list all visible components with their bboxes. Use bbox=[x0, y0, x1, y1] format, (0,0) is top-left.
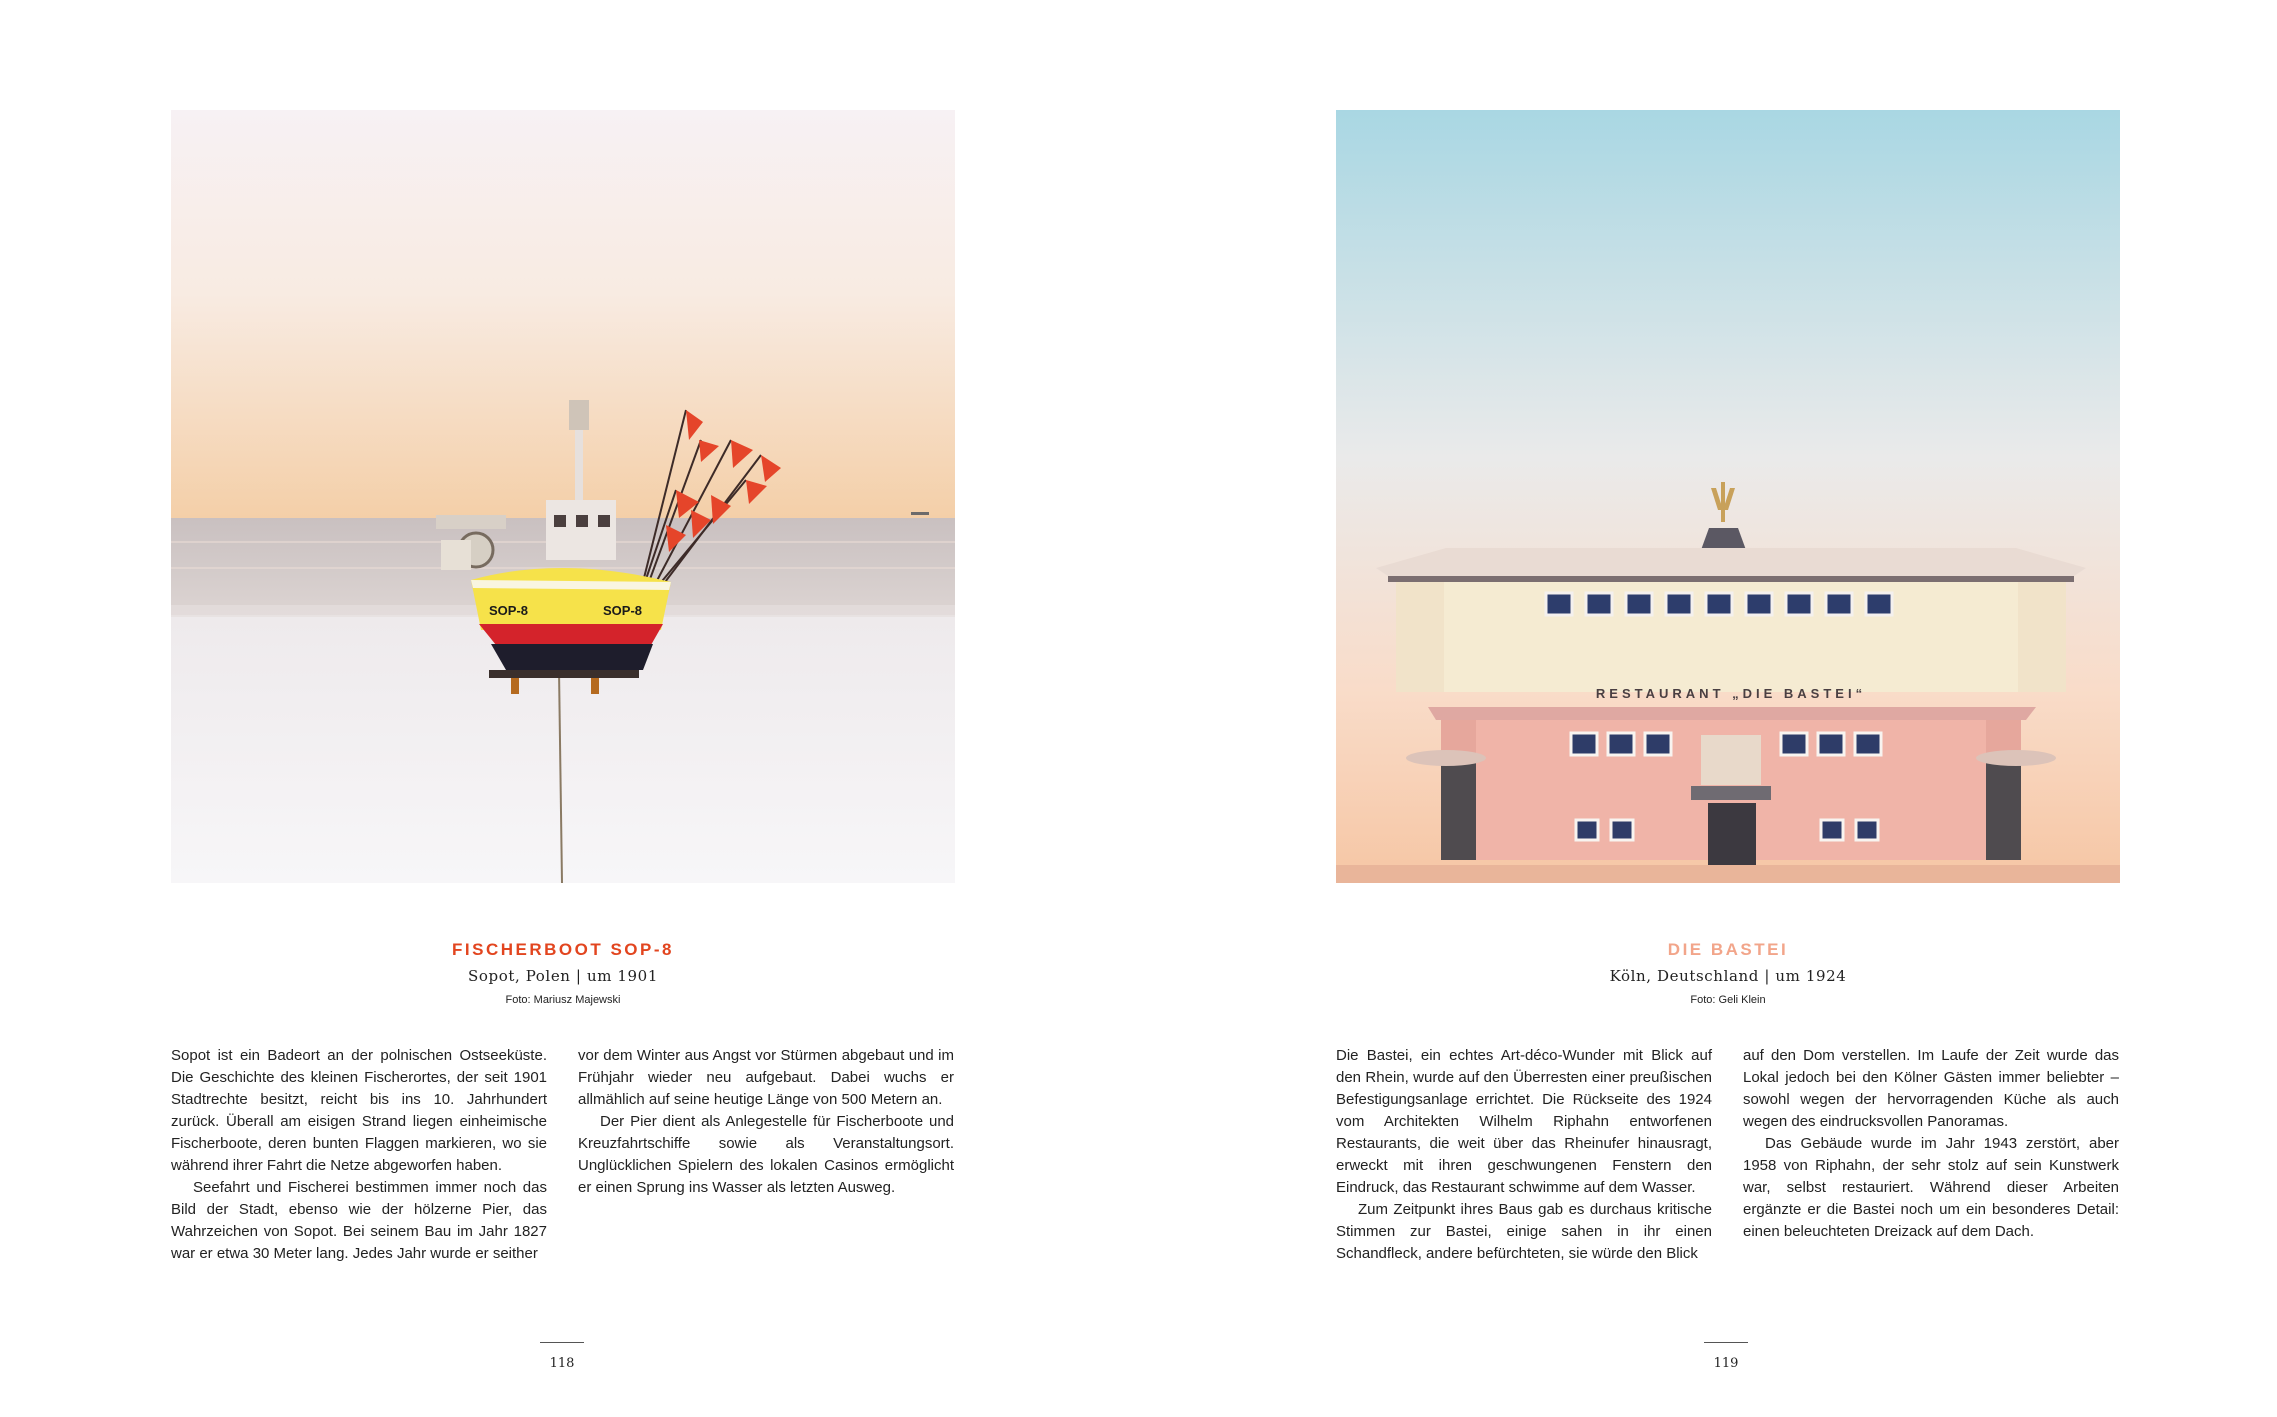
page-number: 119 bbox=[1713, 1356, 1739, 1371]
article-title: FISCHERBOOT SOP-8 bbox=[452, 940, 674, 959]
location-date: Köln, Deutschland | um 1924 bbox=[1609, 967, 1847, 985]
left-caption bbox=[171, 940, 955, 1006]
svg-text:SOP-8: SOP-8 bbox=[603, 603, 643, 618]
paragraph-continued: auf den Dom verstellen. Im Laufe der Zeit wurde das Lokal jedoch bei den Kölner Gästen immer beliebter – sowohl wegen der hervorragenden Küche als auch wegen des eindrucksvollen Panoramas. bbox=[1743, 1047, 2119, 1130]
folio-rule bbox=[1704, 1342, 1748, 1343]
left-text-column-1 bbox=[171, 1045, 547, 1265]
right-page bbox=[1139, 0, 2277, 1417]
right-caption bbox=[1336, 940, 2120, 1006]
paragraph-continued: vor dem Winter aus Angst vor Stürmen abgebaut und im Frühjahr wieder neu aufgebaut. Dabei wuchs er allmählich auf seine heutige Länge von 500 Metern an. bbox=[578, 1047, 954, 1108]
svg-text:SOP-8: SOP-8 bbox=[489, 603, 529, 618]
article-title: DIE BASTEI bbox=[1667, 940, 1789, 959]
folio-rule bbox=[540, 1342, 584, 1343]
svg-text:RESTAURANT „DIE BASTEI“: RESTAURANT „DIE BASTEI“ bbox=[1595, 686, 1867, 701]
paragraph: Der Pier dient als Anlegestelle für Fischerboote und Kreuzfahrtschiffe sowie als Veranstaltungsort. Unglücklichen Spielern des lokalen Casinos ermöglicht er einen Sprung ins Wasser als letzten Ausweg. bbox=[578, 1113, 954, 1196]
left-text-column-2 bbox=[578, 1045, 954, 1199]
page-number: 118 bbox=[549, 1356, 575, 1371]
paragraph: Sopot ist ein Badeort an der polnischen Ostseeküste. Die Geschichte des kleinen Fischerortes, der seit 1901 Stadtrechte besitzt, reicht bis ins 10. Jahrhundert zurück. Überall am eisigen Strand liegen einheimische Fischerboote, deren bunten Flaggen markieren, wo sie während ihrer Fahrt die Netze abgeworfen haben. bbox=[171, 1047, 547, 1174]
paragraph: Die Bastei, ein echtes Art-déco-Wunder mit Blick auf den Rhein, wurde auf den Überresten einer preußischen Befestigungsanlage errichtet. Die Rückseite des 1924 vom Architekten Wilhelm Riphahn entworfenen Restaurants, die weit über das Rheinufer hinausragt, erweckt mit ihren geschwungenen Fenstern den Eindruck, das Restaurant schwimme auf dem Wasser. bbox=[1336, 1047, 1712, 1196]
photo-credit: Foto: Geli Klein bbox=[1690, 994, 1766, 1006]
fishing-boat-photo bbox=[171, 110, 955, 883]
location-date: Sopot, Polen | um 1901 bbox=[468, 967, 658, 985]
paragraph: Das Gebäude wurde im Jahr 1943 zerstört, aber 1958 von Riphahn, der sehr stolz auf sein Kunstwerk war, selbst restauriert. Während dieser Arbeiten ergänzte er die Bastei noch um ein besonderes Detail: einen beleuchteten Dreizack auf dem Dach. bbox=[1743, 1135, 2119, 1240]
left-page bbox=[0, 0, 1138, 1417]
right-text-column-2 bbox=[1743, 1045, 2119, 1243]
bastei-restaurant-photo bbox=[1336, 110, 2120, 883]
paragraph: Zum Zeitpunkt ihres Baus gab es durchaus kritische Stimmen zur Bastei, einige sahen in ihr einen Schandfleck, andere befürchteten, sie würde den Blick bbox=[1336, 1201, 1712, 1262]
right-text-column-1 bbox=[1336, 1045, 1712, 1265]
paragraph: Seefahrt und Fischerei bestimmen immer noch das Bild der Stadt, ebenso wie der hölzerne Pier, das Wahrzeichen von Sopot. Bei seinem Bau im Jahr 1827 war er etwa 30 Meter lang. Jedes Jahr wurde er seither bbox=[171, 1179, 547, 1262]
photo-credit: Foto: Mariusz Majewski bbox=[505, 994, 621, 1006]
